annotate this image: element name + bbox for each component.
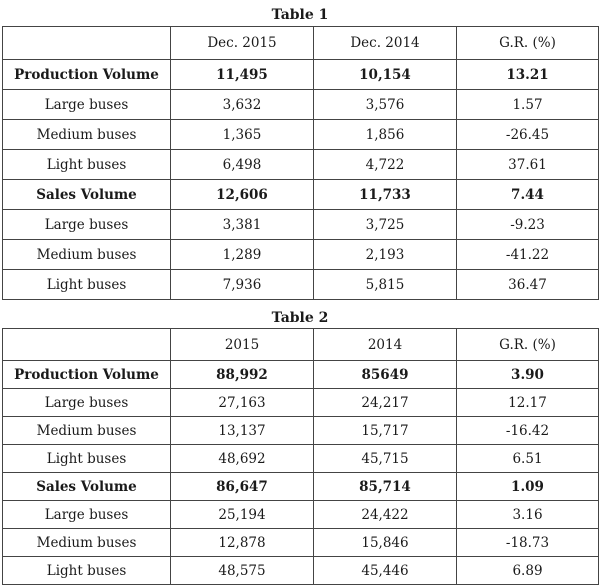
table-cell: 3,381 — [171, 210, 314, 240]
table-row — [3, 270, 599, 300]
row-label: Light buses — [3, 270, 171, 300]
table-cell: 45,715 — [314, 445, 457, 473]
row-label: Production Volume — [3, 60, 171, 90]
table-cell: 86,647 — [171, 473, 314, 501]
table-cell: 3.90 — [457, 361, 599, 389]
table-cell: 13,137 — [171, 417, 314, 445]
row-label: Light buses — [3, 557, 171, 585]
row-label: Large buses — [3, 90, 171, 120]
table-cell: 48,575 — [171, 557, 314, 585]
table-cell: 7.44 — [457, 180, 599, 210]
table-row — [3, 90, 599, 120]
table-cell: 85,714 — [314, 473, 457, 501]
table-cell: 24,217 — [314, 389, 457, 417]
table-cell: 4,722 — [314, 150, 457, 180]
table-cell: 7,936 — [171, 270, 314, 300]
row-label: Medium buses — [3, 120, 171, 150]
table-header-row — [3, 329, 599, 361]
table-header-row — [3, 27, 599, 60]
table-2-title: Table 2 — [271, 310, 329, 326]
table-row — [3, 210, 599, 240]
table-cell: 1.57 — [457, 90, 599, 120]
table-row — [3, 557, 599, 585]
row-label: Production Volume — [3, 361, 171, 389]
table-cell: 11,495 — [171, 60, 314, 90]
table-row — [3, 180, 599, 210]
table-1-title: Table 1 — [271, 7, 329, 23]
table-2 — [2, 328, 599, 585]
table-cell: 15,717 — [314, 417, 457, 445]
table-row — [3, 529, 599, 557]
table-cell: -16.42 — [457, 417, 599, 445]
column-header: Dec. 2015 — [171, 27, 314, 60]
table-cell: 10,154 — [314, 60, 457, 90]
table-cell: 24,422 — [314, 501, 457, 529]
table-row — [3, 150, 599, 180]
table-cell: 3,632 — [171, 90, 314, 120]
table-cell: 3,725 — [314, 210, 457, 240]
row-label: Sales Volume — [3, 473, 171, 501]
row-label: Large buses — [3, 501, 171, 529]
table-cell: 1,289 — [171, 240, 314, 270]
column-header: G.R. (%) — [457, 27, 599, 60]
table-row — [3, 240, 599, 270]
table-row — [3, 389, 599, 417]
table-row — [3, 473, 599, 501]
table-cell: -18.73 — [457, 529, 599, 557]
table-row — [3, 501, 599, 529]
row-label: Sales Volume — [3, 180, 171, 210]
table-row — [3, 445, 599, 473]
table-cell: 15,846 — [314, 529, 457, 557]
table-row — [3, 60, 599, 90]
table-cell: 13.21 — [457, 60, 599, 90]
row-label: Medium buses — [3, 240, 171, 270]
table-cell: -9.23 — [457, 210, 599, 240]
table-cell: 3,576 — [314, 90, 457, 120]
row-label: Large buses — [3, 389, 171, 417]
table-cell: 48,692 — [171, 445, 314, 473]
row-label: Light buses — [3, 150, 171, 180]
table-cell: 36.47 — [457, 270, 599, 300]
table-cell: 37.61 — [457, 150, 599, 180]
table-row — [3, 120, 599, 150]
table-cell: 1.09 — [457, 473, 599, 501]
column-header: G.R. (%) — [457, 329, 599, 361]
table-cell: 45,446 — [314, 557, 457, 585]
column-header: 2015 — [171, 329, 314, 361]
table-cell: 11,733 — [314, 180, 457, 210]
table-row — [3, 417, 599, 445]
table-cell: 3.16 — [457, 501, 599, 529]
table-cell: 12,606 — [171, 180, 314, 210]
column-header: 2014 — [314, 329, 457, 361]
row-label: Medium buses — [3, 417, 171, 445]
table-row — [3, 361, 599, 389]
column-header — [3, 329, 171, 361]
row-label: Large buses — [3, 210, 171, 240]
table-cell: 25,194 — [171, 501, 314, 529]
table-1 — [2, 26, 599, 300]
table-cell: 6.89 — [457, 557, 599, 585]
table-cell: 1,365 — [171, 120, 314, 150]
column-header — [3, 27, 171, 60]
table-cell: 12,878 — [171, 529, 314, 557]
table-cell: 5,815 — [314, 270, 457, 300]
table-cell: 27,163 — [171, 389, 314, 417]
row-label: Light buses — [3, 445, 171, 473]
table-cell: 12.17 — [457, 389, 599, 417]
table-cell: 6,498 — [171, 150, 314, 180]
table-cell: 6.51 — [457, 445, 599, 473]
table-cell: 88,992 — [171, 361, 314, 389]
table-cell: 1,856 — [314, 120, 457, 150]
table-cell: 2,193 — [314, 240, 457, 270]
column-header: Dec. 2014 — [314, 27, 457, 60]
table-cell: -26.45 — [457, 120, 599, 150]
table-cell: 85649 — [314, 361, 457, 389]
table-cell: -41.22 — [457, 240, 599, 270]
row-label: Medium buses — [3, 529, 171, 557]
